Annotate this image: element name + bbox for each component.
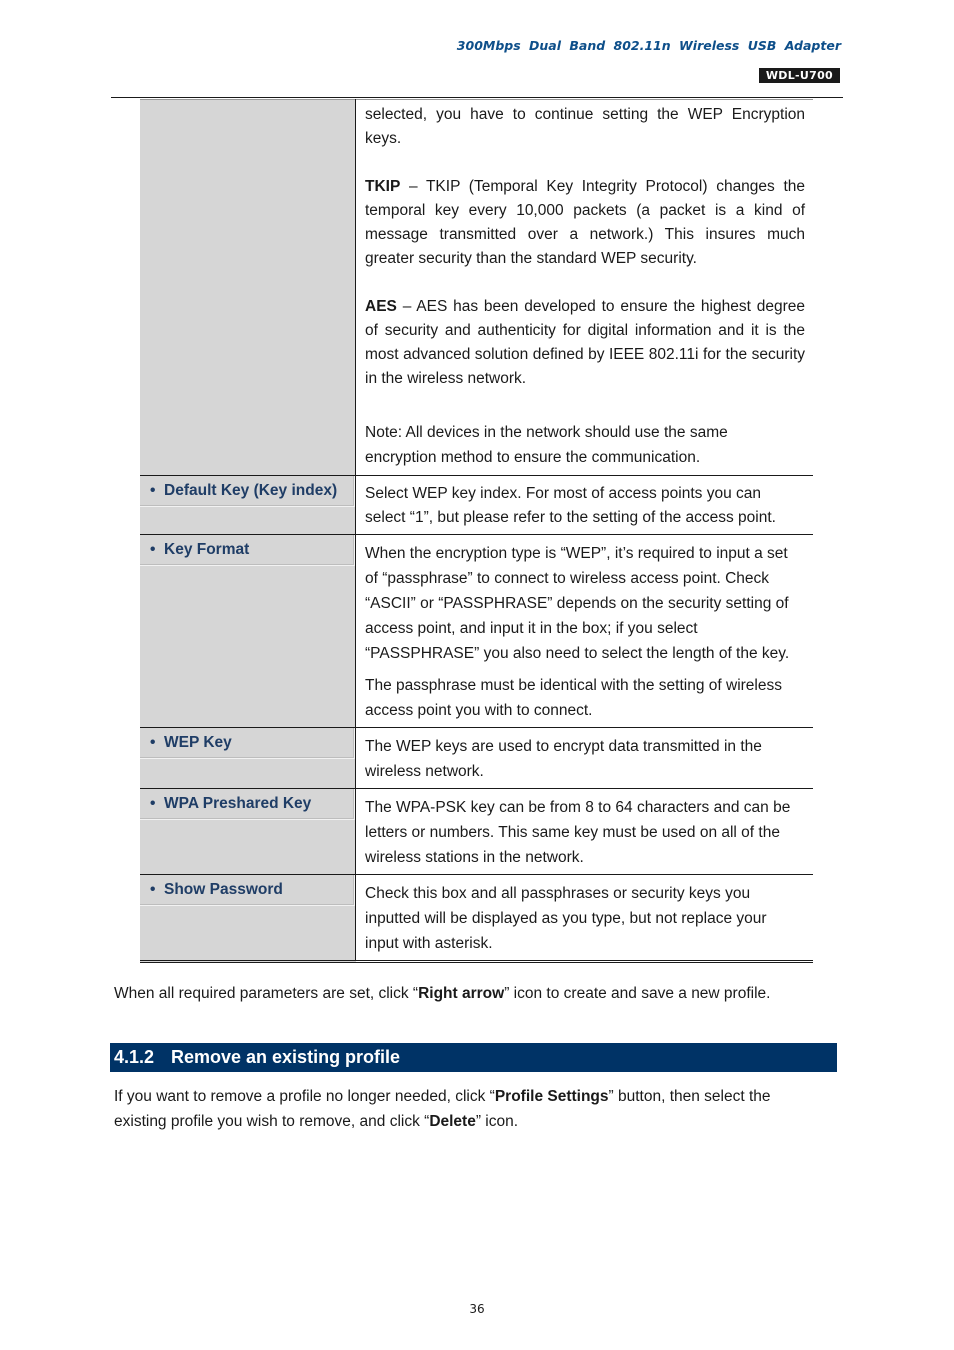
desc-text [365,295,805,391]
table-desc-cell [356,789,814,875]
table-row [140,100,813,476]
table-desc-cell [356,100,814,476]
table-label-cell [140,535,356,728]
section-heading [110,1043,837,1072]
desc-text: wireless stations in the network. [365,849,584,866]
desc-text: input with asterisk. [365,935,493,952]
desc-text: inputted will be displayed as you type, but not replace your [365,910,767,927]
table-label-cell [140,789,356,875]
desc-text: When the encryption type is “WEP”, it’s required to input a set [365,545,788,562]
page-number: 36 [469,1302,485,1316]
note-text: Note: All devices in the network should use the same encryption method to ensure the communication. [365,424,728,466]
table-desc-cell [356,476,814,535]
desc-text: select “1”, but please refer to the setting of the access point. [365,509,776,526]
table-desc-cell [356,875,814,962]
desc-text: “ASCII” or “PASSPHRASE” depends on the security setting of [365,595,789,612]
table-label-cell [140,100,356,476]
table-row [140,789,813,875]
remove-profile-paragraph: If you want to remove a profile no longer needed, click “Profile Settings” button, then select the existing profile you wish to remove, and click “Delete” icon. [114,1088,771,1130]
table-label-cell [140,728,356,789]
desc-text: The passphrase must be identical with the setting of wireless [365,677,782,694]
desc-text: “PASSPHRASE” you also need to select the length of the key. [365,645,790,662]
table-label-cell [140,875,356,962]
term-tkip: TKIP [365,178,401,195]
table-label-cell [140,476,356,535]
desc-text: The WPA-PSK key can be from 8 to 64 characters and can be [365,799,791,816]
desc-text: letters or numbers. This same key must be used on all of the [365,824,780,841]
table-row [140,875,813,962]
desc-text: of “passphrase” to connect to wireless access point. Check [365,570,770,587]
param-label: • WEP Key [140,728,355,759]
param-label: • Show Password [140,875,355,906]
desc-text: – AES has been developed to ensure the highest degree of security and authenticity for digital information and it is the most advanced solution defined by IEEE 802.11i for the security in the wireless network. [365,298,805,387]
parameter-table [140,99,813,963]
desc-text [365,175,805,271]
model-badge: WDL-U700 [759,68,840,83]
section-number: 4.1.2 [114,1047,155,1067]
desc-text: access point, and input it in the box; if you select [365,620,698,637]
section-title: Remove an existing profile [171,1047,401,1067]
desc-text: The WEP keys are used to encrypt data transmitted in the [365,738,762,755]
param-label: • WPA Preshared Key [140,789,355,820]
param-label: • Default Key (Key index) [140,476,355,507]
desc-text: wireless network. [365,763,484,780]
desc-text: Check this box and all passphrases or security keys you [365,885,751,902]
term-aes: AES [365,298,397,315]
table-row [140,476,813,535]
table-desc-cell [356,728,814,789]
header-divider [111,97,843,98]
desc-text: – TKIP (Temporal Key Integrity Protocol) changes the temporal key every 10,000 packets (a packet is a kind of message transmitted over a network.) This insures much greater security than the standard WEP security. [365,178,805,267]
param-label: • Key Format [140,535,355,566]
desc-text: selected, you have to continue setting the WEP Encryption keys. [365,106,805,147]
delete-term: Delete [429,1113,476,1130]
desc-text: access point you with to connect. [365,702,593,719]
table-desc-cell [356,535,814,728]
table-row [140,535,813,728]
instruction-paragraph: When all required parameters are set, click “Right arrow” icon to create and save a new profile. [114,985,771,1002]
table-row [140,728,813,789]
profile-settings-term: Profile Settings [494,1088,609,1105]
desc-text: Select WEP key index. For most of access points you can [365,485,761,502]
document-header-title: 300Mbps Dual Band 802.11n Wireless USB Adapter [456,38,841,53]
right-arrow-term: Right arrow [418,985,505,1002]
